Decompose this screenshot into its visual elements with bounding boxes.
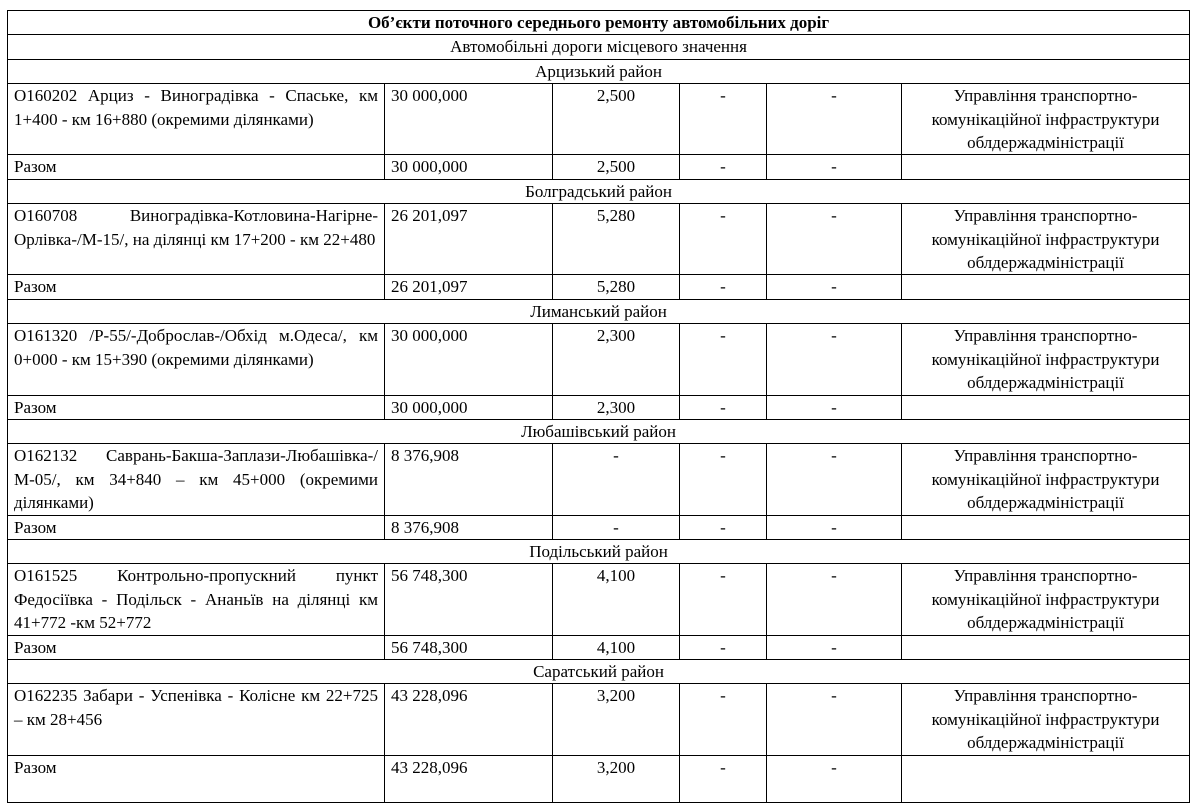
total-amount: 30 000,000 [385, 395, 553, 419]
district-row [8, 659, 1190, 683]
table-title-row [8, 11, 1190, 35]
object-col4: - [680, 324, 767, 395]
total-label: Разом [8, 515, 385, 539]
total-length: 4,100 [553, 635, 680, 659]
total-col4: - [680, 515, 767, 539]
district-row [8, 179, 1190, 203]
object-amount: 56 748,300 [385, 564, 553, 635]
object-col4: - [680, 564, 767, 635]
total-col4: - [680, 155, 767, 179]
table-subtitle-row [8, 35, 1190, 59]
object-length: 2,500 [553, 84, 680, 155]
total-length: 2,300 [553, 395, 680, 419]
object-length: 3,200 [553, 684, 680, 755]
total-amount: 56 748,300 [385, 635, 553, 659]
object-col5: - [767, 204, 902, 275]
district-name: Болградський район [8, 179, 1190, 203]
object-col5: - [767, 84, 902, 155]
total-row [8, 755, 1190, 802]
object-organization: Управління транспортно-комунікаційної інфраструктури облдержадміністрації [902, 324, 1190, 395]
road-repair-table [7, 10, 1190, 803]
total-row [8, 635, 1190, 659]
object-row [8, 684, 1190, 755]
total-row [8, 395, 1190, 419]
object-length: 4,100 [553, 564, 680, 635]
district-name: Лиманський район [8, 299, 1190, 323]
object-amount: 26 201,097 [385, 204, 553, 275]
object-name: О160202 Арциз - Виноградівка - Спаське, км 1+400 - км 16+880 (окремими ділянками) [8, 84, 385, 155]
total-length: 2,500 [553, 155, 680, 179]
total-row [8, 155, 1190, 179]
object-amount: 30 000,000 [385, 324, 553, 395]
object-col5: - [767, 324, 902, 395]
object-name: О161525 Контрольно-пропускний пункт Федосіївка - Подільск - Ананьїв на ділянці км 41+772 -км 52+772 [8, 564, 385, 635]
table-title: Об’єкти поточного середнього ремонту автомобільних доріг [8, 11, 1190, 35]
object-col4: - [680, 684, 767, 755]
total-amount: 8 376,908 [385, 515, 553, 539]
object-col5: - [767, 684, 902, 755]
district-row [8, 59, 1190, 83]
object-name: О160708 Виноградівка-Котловина-Нагірне-Орлівка-/М-15/, на ділянці км 17+200 - км 22+480 [8, 204, 385, 275]
total-label: Разом [8, 755, 385, 802]
total-organization-empty [902, 515, 1190, 539]
total-organization-empty [902, 395, 1190, 419]
total-col5: - [767, 395, 902, 419]
object-row [8, 84, 1190, 155]
document-page [7, 10, 1189, 803]
object-name: О161320 /Р-55/-Доброслав-/Обхід м.Одеса/, км 0+000 - км 15+390 (окремими ділянками) [8, 324, 385, 395]
object-amount: 30 000,000 [385, 84, 553, 155]
district-name: Саратський район [8, 659, 1190, 683]
object-organization: Управління транспортно-комунікаційної інфраструктури облдержадміністрації [902, 84, 1190, 155]
total-label: Разом [8, 635, 385, 659]
total-amount: 26 201,097 [385, 275, 553, 299]
object-amount: 43 228,096 [385, 684, 553, 755]
total-col4: - [680, 275, 767, 299]
object-col4: - [680, 84, 767, 155]
total-organization-empty [902, 635, 1190, 659]
total-label: Разом [8, 395, 385, 419]
object-row [8, 564, 1190, 635]
total-row [8, 275, 1190, 299]
table-subtitle: Автомобільні дороги місцевого значення [8, 35, 1190, 59]
object-organization: Управління транспортно-комунікаційної інфраструктури облдержадміністрації [902, 204, 1190, 275]
total-organization-empty [902, 155, 1190, 179]
total-label: Разом [8, 275, 385, 299]
object-col5: - [767, 564, 902, 635]
object-length: - [553, 444, 680, 515]
total-length: - [553, 515, 680, 539]
total-col5: - [767, 155, 902, 179]
total-col5: - [767, 755, 902, 802]
object-col4: - [680, 204, 767, 275]
object-row [8, 204, 1190, 275]
total-length: 5,280 [553, 275, 680, 299]
district-row [8, 539, 1190, 563]
total-row [8, 515, 1190, 539]
district-name: Подільський район [8, 539, 1190, 563]
total-col4: - [680, 755, 767, 802]
total-length: 3,200 [553, 755, 680, 802]
district-name: Арцизький район [8, 59, 1190, 83]
total-amount: 43 228,096 [385, 755, 553, 802]
district-row [8, 419, 1190, 443]
object-organization: Управління транспортно-комунікаційної інфраструктури облдержадміністрації [902, 684, 1190, 755]
object-name: О162132 Саврань-Бакша-Заплази-Любашівка-/М-05/, км 34+840 – км 45+000 (окремими ділянками) [8, 444, 385, 515]
total-col5: - [767, 635, 902, 659]
total-col5: - [767, 515, 902, 539]
total-label: Разом [8, 155, 385, 179]
object-col5: - [767, 444, 902, 515]
object-row [8, 444, 1190, 515]
object-organization: Управління транспортно-комунікаційної інфраструктури облдержадміністрації [902, 444, 1190, 515]
total-col4: - [680, 635, 767, 659]
object-length: 2,300 [553, 324, 680, 395]
total-col5: - [767, 275, 902, 299]
district-name: Любашівський район [8, 419, 1190, 443]
total-col4: - [680, 395, 767, 419]
object-organization: Управління транспортно-комунікаційної інфраструктури облдержадміністрації [902, 564, 1190, 635]
object-row [8, 324, 1190, 395]
object-length: 5,280 [553, 204, 680, 275]
total-organization-empty [902, 275, 1190, 299]
total-amount: 30 000,000 [385, 155, 553, 179]
district-row [8, 299, 1190, 323]
total-organization-empty [902, 755, 1190, 802]
object-name: О162235 Забари - Успенівка - Колісне км 22+725 – км 28+456 [8, 684, 385, 755]
object-col4: - [680, 444, 767, 515]
object-amount: 8 376,908 [385, 444, 553, 515]
